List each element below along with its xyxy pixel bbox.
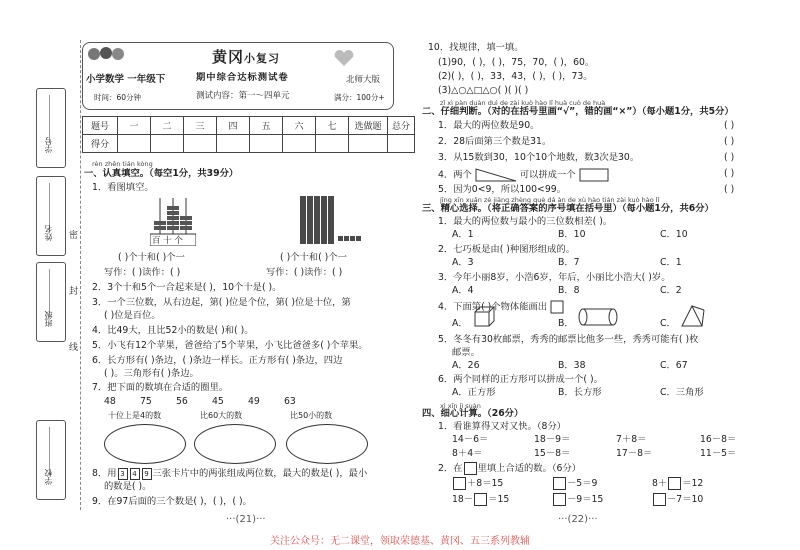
option[interactable]: C．1 [660, 257, 682, 268]
option[interactable]: A．3 [452, 257, 474, 268]
square-icon [550, 300, 564, 314]
prism-icon [680, 304, 706, 328]
question: 3．从15数到30，10个10个地数，数3次是30。 [438, 152, 640, 163]
cut-label-xian: 线 [69, 343, 79, 353]
cube-icon [474, 306, 496, 328]
question: 5．冬冬有30枚邮票，秀秀的邮票比他多一些，秀秀可能有( )枚 [438, 334, 699, 345]
option[interactable]: A．4 [452, 285, 474, 296]
question: 2．28后面第三个数是31。 [438, 136, 552, 147]
score-cell[interactable] [316, 135, 349, 153]
option[interactable]: B．7 [558, 257, 580, 268]
question: 8．用 3 4 9 三张卡片中的两张组成两位数，最大的数是( )，最小 [92, 468, 368, 479]
score-cell[interactable] [217, 135, 250, 153]
question: 4．下面第( )个物体能画出 [438, 300, 564, 314]
calc-item[interactable]: 14－6＝ [452, 434, 489, 445]
section-judge: 二、仔细判断。（对的在括号里画“√”，错的画“×”）（每小题1分，共5分） [422, 106, 734, 117]
question: 3．今年小丽8岁，小浩6岁，年后，小丽比小浩大( )岁。 [438, 272, 671, 283]
q7-label: 比60大的数 [200, 411, 243, 420]
question: ( )。三角形有( )条边。 [104, 368, 199, 379]
q7-number: 63 [284, 396, 296, 407]
section-calc: 四、细心计算。（26分） [422, 408, 524, 419]
score-cell[interactable] [349, 135, 388, 153]
option[interactable]: A． [452, 318, 468, 329]
q7-number: 48 [104, 396, 116, 407]
calc-item[interactable]: 15－8＝ [534, 448, 571, 459]
fill-box-item[interactable]: －7＝10 [652, 493, 703, 506]
question: 6．两个同样的正方形可以拼成一个( )。 [438, 374, 603, 385]
answer-oval[interactable] [194, 424, 276, 464]
pinyin: rèn zhēn tián kòng [92, 160, 153, 168]
score-cell[interactable] [151, 135, 184, 153]
option[interactable]: A．正方形 [452, 387, 496, 398]
score-head: 总分 [388, 117, 415, 135]
score-head: 题号 [83, 117, 118, 135]
subject: 小学数学 一年级下 [86, 74, 166, 85]
question: 1．最大的两位数与最小的三位数相差( )。 [438, 216, 613, 227]
option[interactable]: A．26 [452, 360, 480, 371]
footer-notice: 关注公众号：无二课堂，领取荣德基、黄冈、五三系列教辅 [270, 536, 530, 547]
calc-item[interactable]: 17－8＝ [616, 448, 653, 459]
judge-answer[interactable]: ( ) [724, 120, 735, 131]
fill-box-item[interactable]: －5＝9 [552, 477, 597, 490]
q7-number: 45 [212, 396, 224, 407]
option[interactable]: B．10 [558, 229, 586, 240]
pinyin: zǐ xì pàn duàn duì de zài kuò hào lǐ huà cuò de huà [440, 99, 606, 107]
option[interactable]: C．2 [660, 285, 682, 296]
question: 4．两个 可以拼成一个 [438, 168, 609, 182]
question: 1．看谁算得又对又快。（8分） [438, 421, 567, 432]
answer-oval[interactable] [286, 424, 368, 464]
question: 的数是( )。 [104, 481, 152, 492]
option[interactable]: C．10 [660, 229, 688, 240]
fill-box-item[interactable]: ＋8＝15 [452, 477, 503, 490]
question: 2．3个十和5个一合起来是( )，10个十是( )。 [92, 282, 282, 293]
score-head: 三 [184, 117, 217, 135]
pattern-3[interactable]: (3)△○△□△○( )( )( ) [438, 85, 529, 96]
pattern-1[interactable]: (1)90，( )，( )，75，70，( )，60。 [438, 57, 595, 68]
question: 1．最大的两位数是90。 [438, 120, 540, 131]
question: 7．把下面的数填在合适的圈里。 [92, 382, 229, 393]
cylinder-icon [578, 308, 618, 326]
question: 1．看图填空。 [92, 182, 154, 193]
score-cell[interactable] [250, 135, 283, 153]
score-cell[interactable] [283, 135, 316, 153]
score-label: 得分 [83, 135, 118, 153]
question: 10．找规律，填一填。 [428, 42, 524, 53]
judge-answer[interactable]: ( ) [724, 152, 735, 163]
answer-oval[interactable] [104, 424, 186, 464]
question: 5．因为0<9，所以100<99。 [438, 184, 566, 195]
q7-number: 75 [140, 396, 152, 407]
hearts-icon [332, 48, 356, 68]
fill-box-item[interactable]: 8＋ ＝12 [652, 478, 704, 489]
option[interactable]: B．8 [558, 285, 580, 296]
calc-item[interactable]: 7＋8＝ [616, 434, 647, 445]
score-table [82, 116, 415, 153]
score-cell[interactable] [118, 135, 151, 153]
section-choice: 三、精心选择。（将正确答案的序号填在括号里）（每小题1分，共6分） [422, 203, 714, 214]
option[interactable]: B． [558, 318, 574, 329]
rectangle-icon [579, 168, 609, 182]
full-score: 满分：100分+ [334, 93, 385, 102]
question: 2．在 里填上合适的数。（6分） [438, 463, 582, 474]
field-name[interactable]: 姓名 [36, 176, 66, 256]
option[interactable]: A．1 [452, 229, 474, 240]
score-cell[interactable] [388, 135, 415, 153]
calc-item[interactable]: 8＋4＝ [452, 448, 483, 459]
calc-item[interactable]: 16－8＝ [700, 434, 737, 445]
score-head: 五 [250, 117, 283, 135]
field-student-id[interactable]: 学号 [36, 88, 66, 168]
field-class[interactable]: 班级 [36, 262, 66, 342]
score-head: 选做题 [349, 117, 388, 135]
q7-label: 十位上是4的数 [108, 411, 162, 420]
cut-line [80, 40, 81, 510]
pattern-2[interactable]: (2)( )，( )，33，43，( )，( )，73。 [438, 71, 593, 82]
score-head: 七 [316, 117, 349, 135]
question: 邮票。 [452, 347, 480, 358]
option[interactable]: B．38 [558, 360, 586, 371]
question: 5．小飞有12个苹果，爸爸给了5个苹果，小飞比爸爸多( )个苹果。 [92, 340, 368, 351]
brand-logo: 黄冈小复习 [212, 48, 281, 66]
option[interactable]: C．67 [660, 360, 688, 371]
score-head: 二 [151, 117, 184, 135]
tens-bundles-image [300, 196, 362, 244]
fill-box-item[interactable]: 18－ ＝15 [452, 494, 510, 505]
score-head: 一 [118, 117, 151, 135]
q1-fill-b[interactable]: ( )个十和( )个一 [280, 252, 347, 263]
question: 4．比49大，且比52小的数是( )和( )。 [92, 325, 254, 336]
score-head: 六 [283, 117, 316, 135]
field-school[interactable]: 学校 [36, 420, 66, 500]
judge-answer[interactable]: ( ) [724, 136, 735, 147]
option[interactable]: C． [660, 318, 676, 329]
cut-label-feng: 封 [69, 287, 79, 297]
calc-item[interactable]: 18－9＝ [534, 434, 571, 445]
kids-illustration [86, 44, 126, 66]
question: 9．在97后面的三个数是( )，( )，( )。 [92, 496, 252, 507]
question: 2．七巧板是由( )种图形组成的。 [438, 244, 575, 255]
pinyin: xì xīn jì suàn [440, 402, 481, 410]
q7-number: 56 [176, 396, 188, 407]
calc-item[interactable]: 11－5＝ [700, 448, 737, 459]
cut-label-mi: 密 [69, 231, 79, 241]
edition-badge: 北师大版 [346, 75, 381, 85]
exam-title: 期中综合达标测试卷 [196, 72, 289, 83]
judge-answer[interactable]: ( ) [724, 184, 735, 195]
score-cell[interactable] [184, 135, 217, 153]
fill-box-item[interactable]: －9＝15 [552, 493, 603, 506]
right-triangle-icon [475, 168, 517, 182]
judge-answer[interactable]: ( ) [724, 168, 735, 179]
question: 3．一个三位数，从右边起，第( )位是个位，第( )位是十位，第 [92, 297, 351, 308]
page-number: ···(22)··· [558, 514, 598, 525]
q1-write-b[interactable]: 写作：( )读作：( ) [266, 267, 343, 278]
pinyin: jīng xīn xuǎn zé jiāng zhèng què dá àn de xù hào tián zài kuò hào lǐ [440, 196, 660, 204]
page-number: ···(21)··· [226, 514, 266, 525]
section-fill-blank: 一、认真填空。（每空1分，共39分） [84, 168, 239, 179]
option[interactable]: C．三角形 [660, 387, 704, 398]
time-limit: 时间：60分钟 [94, 93, 142, 102]
q1-fill-a[interactable]: ( )个十和( )个一 [118, 252, 185, 263]
score-head: 四 [217, 117, 250, 135]
option[interactable]: B．长方形 [558, 387, 602, 398]
q7-label: 比50小的数 [290, 411, 333, 420]
test-range: 测试内容：第一～四单元 [196, 91, 290, 101]
q1-write-a[interactable]: 写作：( )读作：( ) [104, 267, 181, 278]
q7-number: 49 [248, 396, 260, 407]
question: ( )位是百位。 [104, 310, 161, 321]
question: 6．长方形有( )条边，( )条边一样长。正方形有( )条边，四边 [92, 355, 343, 366]
abacus-label: 百 十 个 [152, 236, 183, 246]
